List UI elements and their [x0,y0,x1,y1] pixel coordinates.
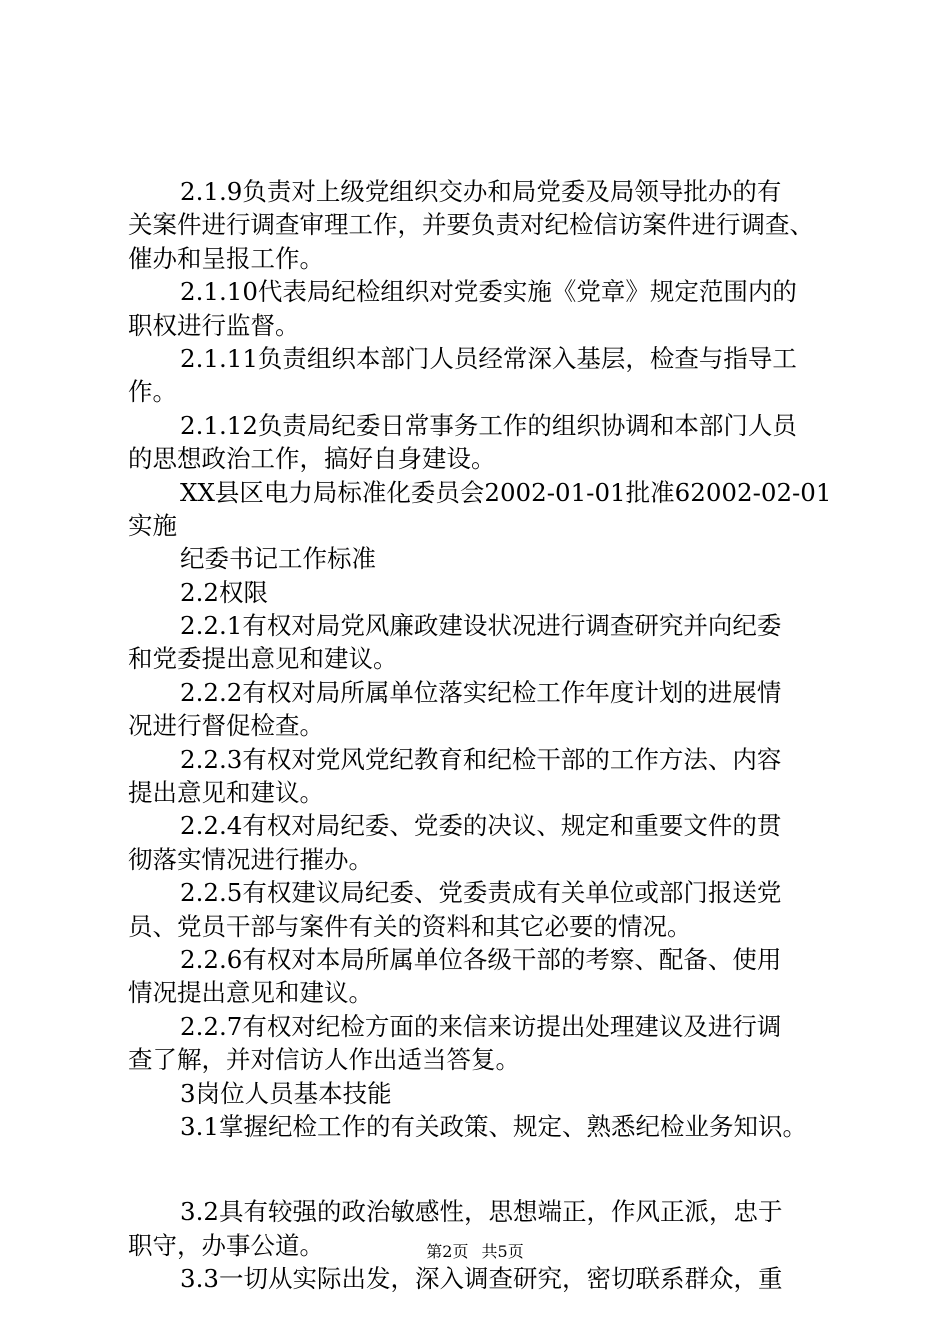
text-line: 的思想政治工作，搞好自身建设。 [128,444,496,474]
text-line: 2.1.11负责组织本部门人员经常深入基层，检查与指导工 [180,343,797,373]
page-total: 共5页 [481,1242,524,1261]
text-line: 情况提出意见和建议。 [128,978,373,1008]
section-heading: 3岗位人员基本技能 [180,1078,392,1108]
document-body [128,175,838,1296]
text-line: 2.2.4有权对局纪委、党委的决议、规定和重要文件的贯 [180,811,782,841]
text-line: 3.2具有较强的政治敏感性，思想端正，作风正派，忠于 [180,1197,783,1227]
text-line: 2.2.5有权建议局纪委、党委责成有关单位或部门报送党 [180,878,782,908]
text-line: 况进行督促检查。 [128,711,324,741]
section-title: 纪委书记工作标准 [180,544,376,574]
section-heading: 2.2权限 [180,577,268,607]
text-line: 2.1.12负责局纪委日常事务工作的组织协调和本部门人员 [180,410,797,440]
text-line: 3.3一切从实际出发，深入调查研究，密切联系群众，重 [180,1264,783,1294]
text-line: 实施 [128,510,177,540]
page-number: 第2页 [426,1242,469,1261]
text-line: 2.2.6有权对本局所属单位各级干部的考察、配备、使用 [180,944,782,974]
text-line: 2.2.2有权对局所属单位落实纪检工作年度计划的进展情 [180,677,782,707]
text-line: 2.2.1有权对局党风廉政建设状况进行调查研究并向纪委 [180,611,782,641]
text-line: 和党委提出意见和建议。 [128,644,398,674]
text-line: 2.1.9负责对上级党组织交办和局党委及局领导批办的有 [180,177,782,206]
text-line: 3.1掌握纪检工作的有关政策、规定、熟悉纪检业务知识。 [180,1111,807,1141]
text-line: 催办和呈报工作。 [128,243,324,273]
text-line: 查了解，并对信访人作出适当答复。 [128,1045,520,1075]
text-line: XX县区电力局标准化委员会2002-01-01批准62002-02-01 [180,477,832,507]
text-line: 关案件进行调查审理工作，并要负责对纪检信访案件进行调查、 [128,210,814,240]
text-line: 员、党员干部与案件有关的资料和其它必要的情况。 [128,911,692,941]
text-line: 职权进行监督。 [128,310,300,340]
text-line: 彻落实情况进行摧办。 [128,844,373,874]
text-line: 作。 [128,377,177,407]
text-line: 职守，办事公道。 [128,1230,324,1260]
paragraph-gap [128,1143,838,1195]
page-footer [0,1242,950,1262]
text-line: 提出意见和建议。 [128,778,324,808]
text-line: 2.2.3有权对党风党纪教育和纪检干部的工作方法、内容 [180,744,782,774]
text-line: 2.2.7有权对纪检方面的来信来访提出处理建议及进行调 [180,1011,782,1041]
text-line: 2.1.10代表局纪检组织对党委实施《党章》规定范围内的 [180,277,797,307]
